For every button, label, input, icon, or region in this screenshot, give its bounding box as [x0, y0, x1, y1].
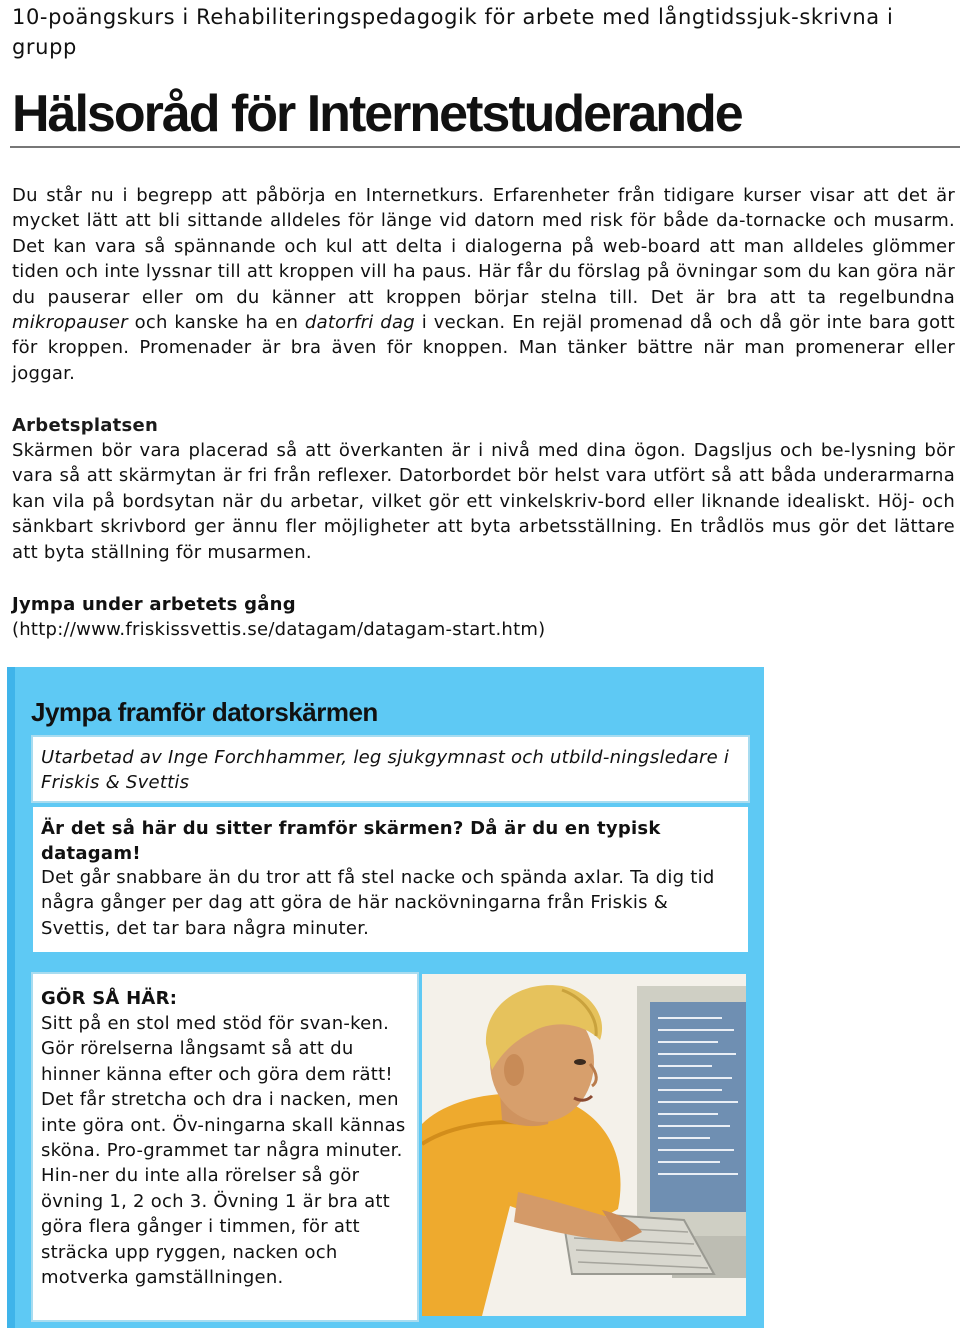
- photo-man-at-computer: [420, 972, 748, 1318]
- intro-box: [31, 805, 750, 954]
- panel-title: Jympa framför datorskärmen: [31, 697, 378, 727]
- course-title: 10-poängskurs i Rehabiliteringspedagogik för arbete med långtidssjuk-skrivna i grupp: [12, 5, 894, 59]
- photo-illustration: [422, 974, 746, 1316]
- instructions-heading: GÖR SÅ HÄR:: [41, 988, 178, 1009]
- author-box: [31, 735, 750, 803]
- panel-intro-text: Det går snabbare än du tror att få stel nacke och spända axlar. Ta dig tid några gånger per dag att göra de här nackövningarna från Friskis & Svettis, det tar bara några minuter.: [41, 867, 715, 939]
- author-text: Utarbetad av Inge Forchhammer, leg sjukgymnast och utbild-ningsledare i Friskis & Svettis: [41, 747, 730, 794]
- instructions-text: Sitt på en stol med stöd för svan-ken. Gör rörelserna långsamt så att du hinner känna efter och göra dem rätt! Det får stretcha och dra i nacken, men inte göra ont. Öv-ningarna skall kännas sköna. Pro-grammet tar några minuter. Hin-ner du inte alla rörelser så gör övning 1, 2 och 3. Övning 1 är bra att göra flera gånger i timmen, för att sträcka upp ryggen, nacken och motverka gamställningen.: [41, 1013, 406, 1289]
- gym-url: (http://www.friskissvettis.se/datagam/datagam-start.htm): [12, 619, 546, 640]
- intro-text-3: i veckan. En rejäl promenad då och då gör inte bara gott för kroppen. Promenader är bra även för knoppen. Man tänker bättre när man promenerar eller joggar.: [12, 312, 955, 384]
- typical-question: Är det så här du sitter framför skärmen? Då är du en typisk datagam!: [41, 818, 661, 865]
- page-title: Hälsoråd för Internetstuderande: [12, 85, 742, 143]
- workplace-paragraph: Skärmen bör vara placerad så att överkanten är i nivå med dina ögon. Dagsljus och be-lysning bör vara så att skärmytan är fri från reflexer. Datorbordet bör helst vara utfört så att båda underarmarna kan vila på bordsytan när du arbetar, vilket gör ett vinkelskriv-bord eller liknande idealiskt. Höj- och sänkbart skrivbord ger ännu fler möjligheter att byta arbetsställning. En trådlös mus gör det lättare att byta ställning för musarmen.: [12, 440, 955, 563]
- intro-text-2: och kanske ha en: [127, 312, 305, 334]
- workplace-heading: Arbetsplatsen: [12, 415, 159, 436]
- intro-italic-mikropauser: mikropauser: [12, 312, 128, 334]
- intro-text-1: Du står nu i begrepp att påbörja en Internetkurs. Erfarenheter från tidigare kurser visar att det är mycket lätt att bli sittande alldeles för länge vid datorn med risk för både da-tornacke och musarm. Det kan vara så spännande och kul att delta i dialogerna på web-board att man alldeles glömmer tiden och inte lyssnar till att kroppen vill ha paus. Här får du förslag på övningar som du kan göra när du pauserar eller om du känner att kroppen börjar stelna till. Det är bra att ta regelbundna: [12, 185, 955, 308]
- instructions-box: [31, 972, 419, 1322]
- gym-heading: Jympa under arbetets gång: [12, 594, 296, 615]
- intro-italic-datorfri-dag: datorfri dag: [304, 312, 415, 334]
- intro-paragraph: [12, 183, 955, 386]
- panel-left-edge: [7, 667, 15, 1328]
- title-divider: [10, 146, 960, 148]
